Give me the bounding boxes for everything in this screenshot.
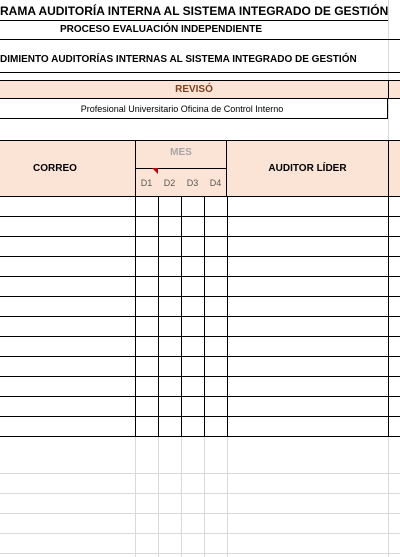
cell-d1[interactable] (135, 217, 158, 237)
cell-d3[interactable] (181, 197, 204, 217)
cell-d4[interactable] (204, 417, 227, 437)
cell-d1[interactable] (135, 357, 158, 377)
column-header-auditor: AUDITOR LÍDER (268, 163, 347, 174)
cell-d1[interactable] (135, 297, 158, 317)
cell-d1[interactable] (135, 257, 158, 277)
cell-d1[interactable] (135, 337, 158, 357)
cell-d2[interactable] (158, 337, 181, 357)
cell-d3[interactable] (181, 377, 204, 397)
cell-d4[interactable] (204, 257, 227, 277)
cell-correo[interactable] (0, 357, 135, 377)
cell-d3[interactable] (181, 317, 204, 337)
column-header-mes: MES (170, 147, 192, 158)
cell-d2[interactable] (158, 297, 181, 317)
cell-d1[interactable] (135, 277, 158, 297)
cell-d2[interactable] (158, 197, 181, 217)
column-header-correo: CORREO (33, 163, 77, 174)
cell-extra[interactable] (388, 337, 400, 357)
cell-d3[interactable] (181, 257, 204, 277)
cell-d4[interactable] (204, 377, 227, 397)
cell-d4[interactable] (204, 237, 227, 257)
cell-extra[interactable] (388, 277, 400, 297)
cell-extra[interactable] (388, 357, 400, 377)
cell-d2[interactable] (158, 417, 181, 437)
cell-auditor[interactable] (227, 257, 388, 277)
cell-correo[interactable] (0, 217, 135, 237)
cell-d3[interactable] (181, 217, 204, 237)
cell-extra[interactable] (388, 377, 400, 397)
review-value: Profesional Universitario Oficina de Control Interno (80, 104, 284, 114)
cell-d4[interactable] (204, 397, 227, 417)
cell-d4[interactable] (204, 317, 227, 337)
cell-d2[interactable] (158, 277, 181, 297)
cell-d2[interactable] (158, 397, 181, 417)
cell-correo[interactable] (0, 417, 135, 437)
cell-d4[interactable] (204, 277, 227, 297)
cell-d3[interactable] (181, 337, 204, 357)
cell-d2[interactable] (158, 317, 181, 337)
day-header-d1: D1 (140, 178, 153, 188)
cell-extra[interactable] (388, 257, 400, 277)
cell-d3[interactable] (181, 357, 204, 377)
cell-d3[interactable] (181, 297, 204, 317)
cell-correo[interactable] (0, 237, 135, 257)
procedure-divider (0, 72, 400, 73)
cell-d4[interactable] (204, 217, 227, 237)
cell-correo[interactable] (0, 397, 135, 417)
cell-d2[interactable] (158, 237, 181, 257)
cell-correo[interactable] (0, 277, 135, 297)
cell-extra[interactable] (388, 397, 400, 417)
cell-correo[interactable] (0, 257, 135, 277)
cell-auditor[interactable] (227, 217, 388, 237)
cell-auditor[interactable] (227, 277, 388, 297)
cell-auditor[interactable] (227, 297, 388, 317)
cell-auditor[interactable] (227, 337, 388, 357)
day-header-d4: D4 (209, 178, 222, 188)
cell-d1[interactable] (135, 397, 158, 417)
cell-extra[interactable] (388, 417, 400, 437)
cell-d3[interactable] (181, 277, 204, 297)
cell-auditor[interactable] (227, 317, 388, 337)
cell-d4[interactable] (204, 357, 227, 377)
cell-auditor[interactable] (227, 377, 388, 397)
cell-correo[interactable] (0, 297, 135, 317)
procedure-name: DIMIENTO AUDITORÍAS INTERNAS AL SISTEMA INTEGRADO DE GESTIÓN (0, 54, 357, 65)
cell-extra[interactable] (388, 217, 400, 237)
cell-d1[interactable] (135, 317, 158, 337)
column-header-extra (388, 140, 400, 197)
cell-d2[interactable] (158, 257, 181, 277)
cell-correo[interactable] (0, 317, 135, 337)
cell-d1[interactable] (135, 377, 158, 397)
cell-auditor[interactable] (227, 237, 388, 257)
cell-d1[interactable] (135, 197, 158, 217)
title-divider (0, 20, 388, 21)
cell-d2[interactable] (158, 357, 181, 377)
cell-d3[interactable] (181, 397, 204, 417)
cell-correo[interactable] (0, 197, 135, 217)
document-title: RAMA AUDITORÍA INTERNA AL SISTEMA INTEGRADO DE GESTIÓN (0, 4, 389, 18)
cell-extra[interactable] (388, 317, 400, 337)
review-label: REVISÓ (175, 84, 213, 95)
review-header-extra (388, 80, 400, 99)
cell-d1[interactable] (135, 417, 158, 437)
cell-d4[interactable] (204, 297, 227, 317)
cell-auditor[interactable] (227, 357, 388, 377)
cell-correo[interactable] (0, 337, 135, 357)
cell-auditor[interactable] (227, 417, 388, 437)
cell-d2[interactable] (158, 217, 181, 237)
cell-extra[interactable] (388, 237, 400, 257)
process-name: PROCESO EVALUACIÓN INDEPENDIENTE (60, 24, 263, 35)
day-header-d2: D2 (163, 178, 176, 188)
day-header-d3: D3 (186, 178, 199, 188)
cell-correo[interactable] (0, 377, 135, 397)
cell-auditor[interactable] (227, 197, 388, 217)
process-divider (0, 39, 400, 40)
cell-d2[interactable] (158, 377, 181, 397)
cell-extra[interactable] (388, 197, 400, 217)
cell-extra[interactable] (388, 297, 400, 317)
cell-d3[interactable] (181, 417, 204, 437)
cell-d4[interactable] (204, 337, 227, 357)
cell-d1[interactable] (135, 237, 158, 257)
cell-auditor[interactable] (227, 397, 388, 417)
cell-d3[interactable] (181, 237, 204, 257)
cell-d4[interactable] (204, 197, 227, 217)
